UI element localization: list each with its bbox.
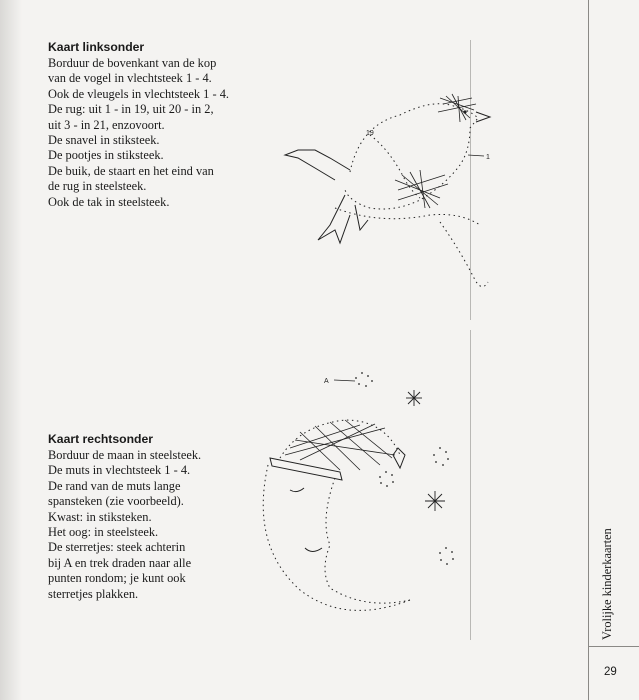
text-line: Ook de tak in steelsteek. (48, 194, 170, 209)
text-line: uit 3 - in 21, enzovoort. (48, 117, 165, 132)
text-line: De snavel in stiksteek. (48, 133, 160, 148)
moon-eye (290, 488, 304, 492)
bird-eye (463, 110, 466, 113)
text-line: Kwast: in stiksteken. (48, 509, 152, 524)
text-line: bij A en trek draden naar alle (48, 555, 192, 570)
text-line: punten rondom; je kunt ook (48, 571, 186, 586)
moon-inner-outline (325, 478, 410, 603)
bird-body-outline (345, 104, 478, 209)
pattern-label: 19 (366, 130, 374, 137)
hat-tassel (393, 448, 405, 468)
heading-top: Kaart linksonder (48, 40, 145, 54)
stitch-line (295, 440, 395, 455)
star-dotted (439, 547, 454, 565)
page-number: 29 (604, 666, 617, 678)
hat-hatching (285, 420, 395, 470)
bird-foot (355, 205, 368, 230)
moon-pattern (263, 420, 410, 610)
text-line: De sterretjes: steek achterin (48, 540, 186, 555)
text-line: spansteken (zie voorbeeld). (48, 494, 184, 509)
heading-bottom: Kaart rechtsonder (48, 432, 153, 446)
stitch-line (420, 170, 425, 208)
branch (335, 208, 480, 225)
bird-head-hatching (438, 94, 476, 122)
bird-wing-hatching (395, 170, 448, 208)
branch-twig (440, 222, 488, 287)
stitch-line (300, 432, 340, 470)
text-line: Het oog: in steelsteek. (48, 525, 159, 540)
star-burst (406, 390, 422, 406)
star-burst (425, 491, 445, 511)
label-pointer (468, 155, 484, 156)
star-dotted (433, 447, 449, 466)
stitch-line (398, 184, 448, 200)
chapter-title: Vrolijke kinderkaarten (600, 528, 614, 640)
star-dotted (355, 372, 373, 387)
stitch-line (300, 424, 375, 460)
pattern-label: A (324, 378, 329, 385)
text-line: De rug: uit 1 - in 19, uit 20 - in 2, (48, 102, 214, 117)
label-pointer (334, 380, 355, 381)
text-line: Borduur de maan in steelsteek. (48, 448, 202, 462)
moon-outer-outline (263, 465, 410, 610)
stitch-line (345, 420, 392, 458)
pattern-label: 1 (486, 154, 490, 161)
moon-mouth (305, 548, 322, 552)
stars (355, 372, 454, 565)
text-line: De pootjes in stiksteek. (48, 148, 164, 163)
text-line: Ook de vleugels in vlechtsteek 1 - 4. (48, 86, 229, 101)
text-line: De rand van de muts lange (48, 478, 181, 493)
text-line: de rug in steelsteek. (48, 179, 147, 194)
stitch-line (438, 104, 476, 112)
bird-wing-outline (370, 135, 420, 198)
text-line: De buik, de staart en het eind van (48, 163, 214, 178)
hat-outline (280, 420, 400, 458)
bird-pattern (285, 104, 490, 287)
text-line: De muts in vlechtsteek 1 - 4. (48, 463, 191, 478)
text-line: Borduur de bovenkant van de kop (48, 56, 217, 70)
bird-beak (476, 112, 490, 122)
bird-tail (285, 150, 350, 180)
star-dotted (379, 471, 394, 487)
text-line: van de vogel in vlechtsteek 1 - 4. (48, 71, 212, 86)
bird-foot (318, 195, 350, 243)
text-line: sterretjes plakken. (48, 586, 139, 601)
